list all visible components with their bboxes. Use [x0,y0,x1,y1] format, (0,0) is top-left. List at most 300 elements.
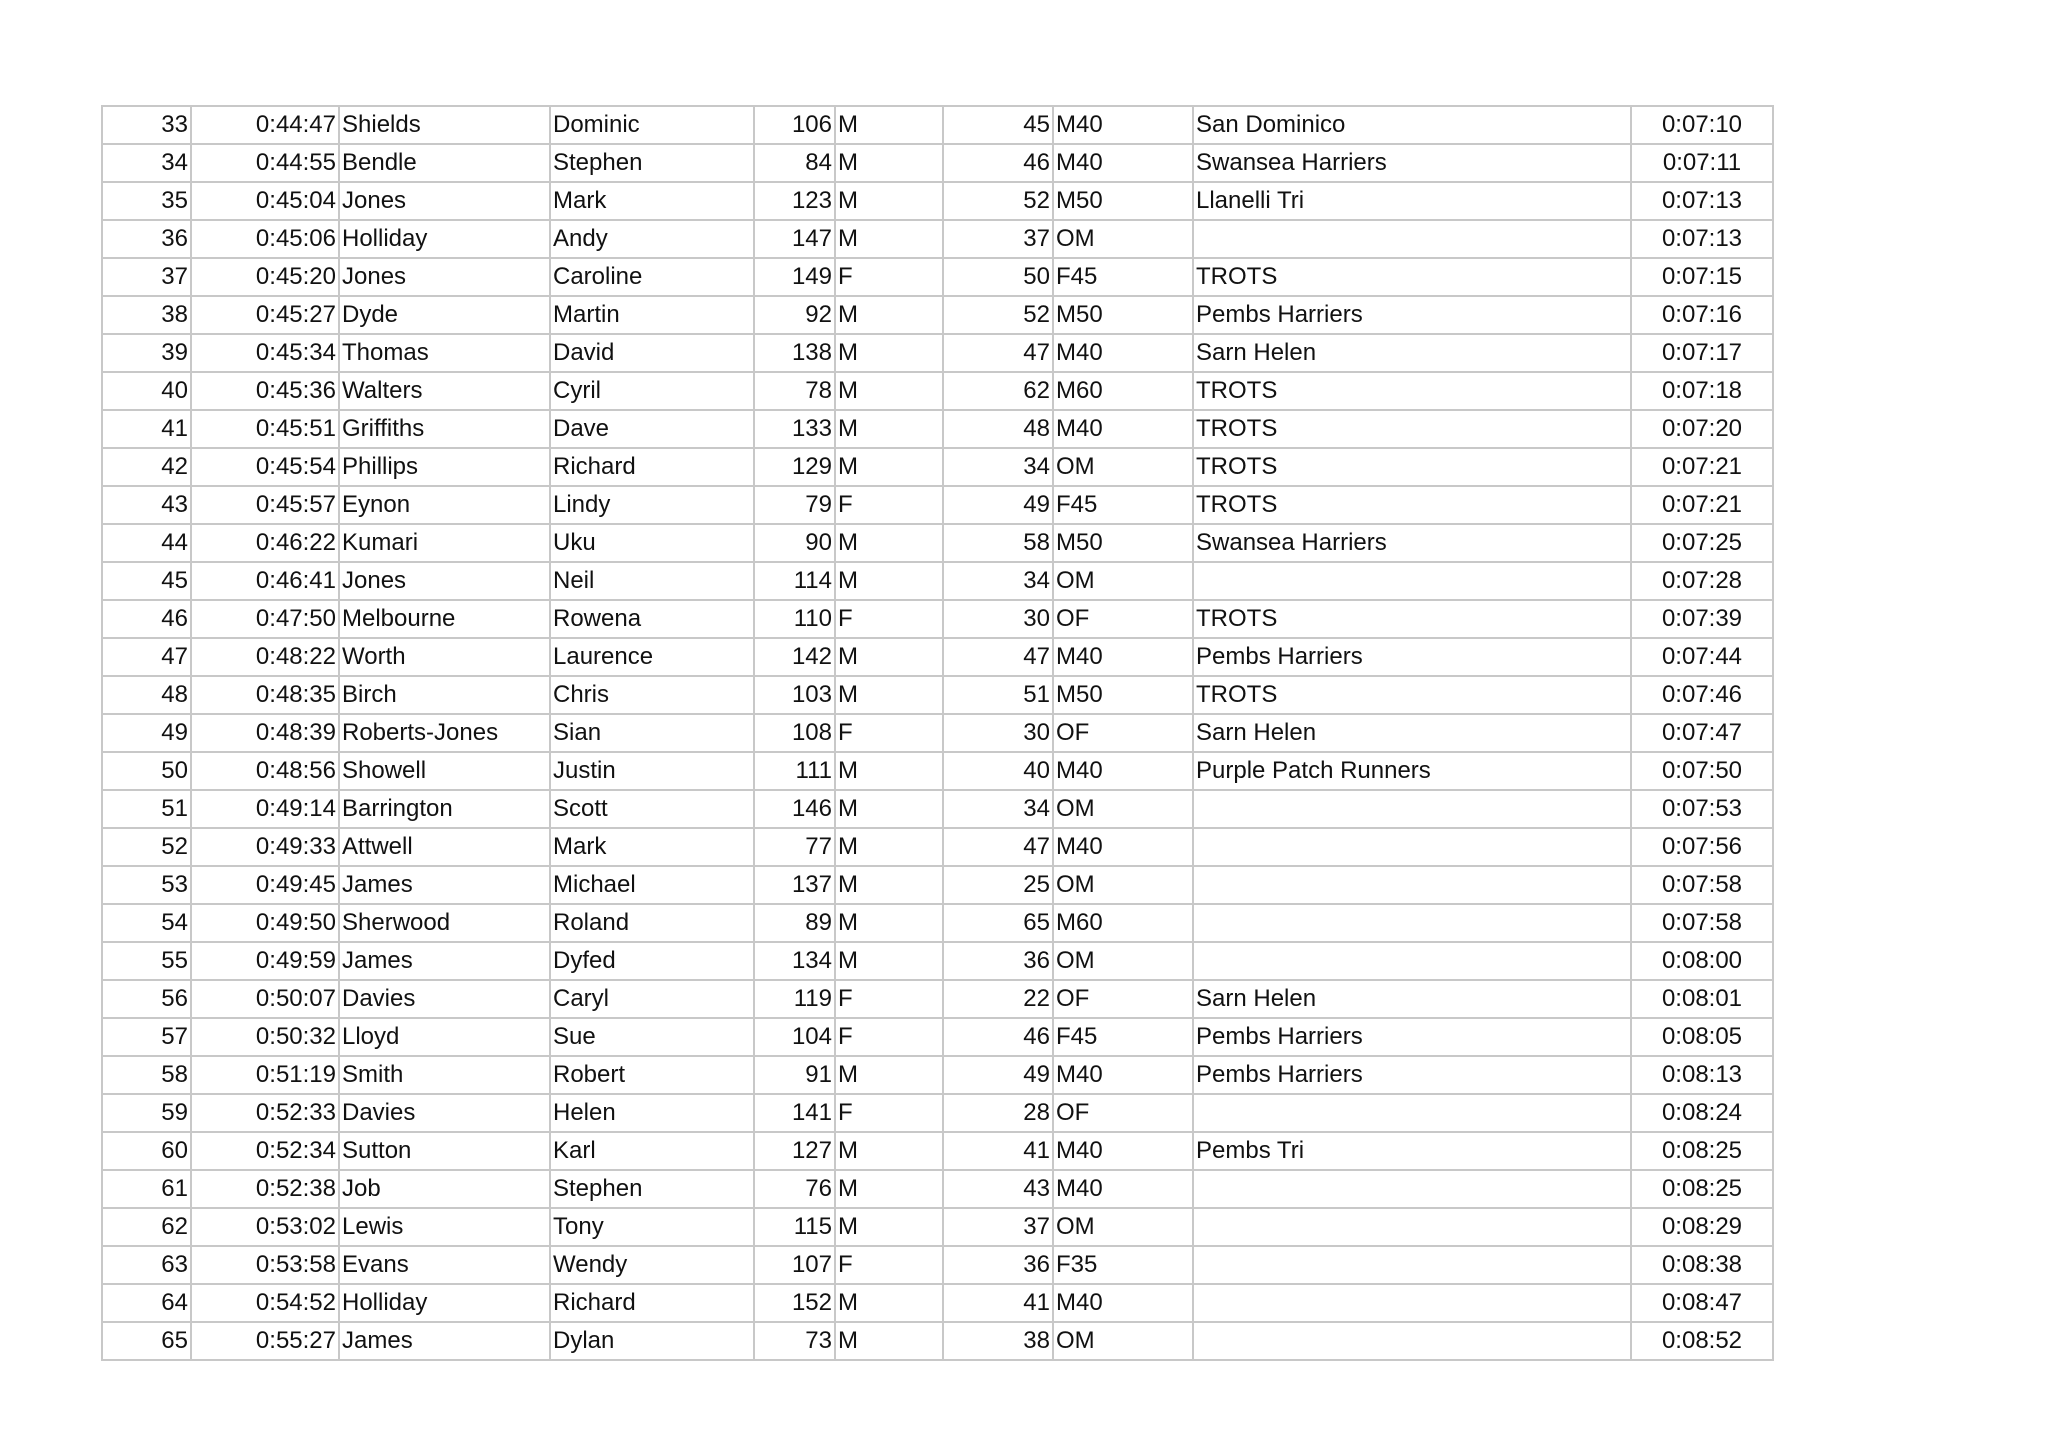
cell-bib-number: 123 [754,182,835,220]
cell-gender: M [835,448,943,486]
cell-finish-time: 0:45:51 [191,410,339,448]
table-row [102,334,1773,372]
cell-gender: M [835,524,943,562]
cell-position: 63 [102,1246,191,1284]
cell-category: M40 [1053,410,1193,448]
cell-position: 33 [102,106,191,144]
cell-age: 34 [943,448,1053,486]
cell-category: OF [1053,1094,1193,1132]
cell-age: 28 [943,1094,1053,1132]
cell-surname: Roberts-Jones [339,714,550,752]
cell-surname: Smith [339,1056,550,1094]
cell-gender: M [835,296,943,334]
cell-pace: 0:07:13 [1631,182,1773,220]
cell-pace: 0:07:21 [1631,486,1773,524]
cell-gender: M [835,676,943,714]
cell-club: TROTS [1193,600,1631,638]
cell-position: 62 [102,1208,191,1246]
table-row [102,942,1773,980]
cell-club: Pembs Harriers [1193,638,1631,676]
cell-gender: F [835,1246,943,1284]
cell-bib-number: 133 [754,410,835,448]
cell-age: 50 [943,258,1053,296]
cell-finish-time: 0:46:41 [191,562,339,600]
cell-first-name: Richard [550,448,754,486]
cell-club [1193,1322,1631,1360]
cell-category: OM [1053,448,1193,486]
cell-surname: Jones [339,562,550,600]
cell-age: 25 [943,866,1053,904]
cell-category: M40 [1053,106,1193,144]
cell-category: OM [1053,1208,1193,1246]
cell-bib-number: 73 [754,1322,835,1360]
cell-surname: Lewis [339,1208,550,1246]
table-row [102,904,1773,942]
cell-position: 43 [102,486,191,524]
cell-finish-time: 0:44:47 [191,106,339,144]
cell-category: F45 [1053,486,1193,524]
cell-gender: M [835,828,943,866]
cell-gender: M [835,790,943,828]
cell-bib-number: 111 [754,752,835,790]
cell-surname: Evans [339,1246,550,1284]
cell-pace: 0:08:01 [1631,980,1773,1018]
cell-bib-number: 78 [754,372,835,410]
cell-bib-number: 76 [754,1170,835,1208]
cell-finish-time: 0:49:33 [191,828,339,866]
cell-club [1193,1246,1631,1284]
cell-club [1193,1170,1631,1208]
cell-gender: M [835,410,943,448]
cell-category: OM [1053,866,1193,904]
cell-bib-number: 142 [754,638,835,676]
cell-category: M40 [1053,638,1193,676]
cell-position: 49 [102,714,191,752]
cell-position: 36 [102,220,191,258]
cell-position: 47 [102,638,191,676]
cell-finish-time: 0:45:27 [191,296,339,334]
cell-pace: 0:07:50 [1631,752,1773,790]
cell-bib-number: 110 [754,600,835,638]
cell-surname: James [339,942,550,980]
cell-finish-time: 0:48:39 [191,714,339,752]
cell-first-name: Roland [550,904,754,942]
table-row [102,296,1773,334]
cell-gender: M [835,942,943,980]
cell-category: M40 [1053,752,1193,790]
cell-category: OF [1053,600,1193,638]
cell-surname: James [339,866,550,904]
cell-finish-time: 0:52:33 [191,1094,339,1132]
cell-age: 34 [943,790,1053,828]
cell-gender: M [835,144,943,182]
cell-category: M50 [1053,676,1193,714]
cell-category: F45 [1053,258,1193,296]
cell-first-name: Wendy [550,1246,754,1284]
cell-bib-number: 138 [754,334,835,372]
cell-finish-time: 0:45:54 [191,448,339,486]
cell-club [1193,562,1631,600]
cell-age: 46 [943,1018,1053,1056]
cell-gender: M [835,1322,943,1360]
cell-age: 36 [943,942,1053,980]
cell-club: Pembs Tri [1193,1132,1631,1170]
cell-position: 42 [102,448,191,486]
table-row [102,524,1773,562]
cell-bib-number: 90 [754,524,835,562]
cell-club [1193,828,1631,866]
cell-age: 36 [943,1246,1053,1284]
cell-club: Llanelli Tri [1193,182,1631,220]
cell-finish-time: 0:44:55 [191,144,339,182]
table-row [102,1132,1773,1170]
cell-first-name: Laurence [550,638,754,676]
cell-first-name: Stephen [550,1170,754,1208]
cell-age: 48 [943,410,1053,448]
cell-age: 34 [943,562,1053,600]
cell-finish-time: 0:45:06 [191,220,339,258]
cell-age: 49 [943,1056,1053,1094]
cell-finish-time: 0:53:02 [191,1208,339,1246]
cell-club: TROTS [1193,410,1631,448]
cell-category: F45 [1053,1018,1193,1056]
cell-gender: M [835,866,943,904]
cell-finish-time: 0:49:59 [191,942,339,980]
cell-first-name: Dominic [550,106,754,144]
cell-bib-number: 137 [754,866,835,904]
cell-pace: 0:07:15 [1631,258,1773,296]
cell-first-name: Neil [550,562,754,600]
cell-position: 65 [102,1322,191,1360]
cell-first-name: Andy [550,220,754,258]
cell-category: M40 [1053,1170,1193,1208]
cell-bib-number: 107 [754,1246,835,1284]
table-row [102,752,1773,790]
cell-bib-number: 92 [754,296,835,334]
table-row [102,372,1773,410]
cell-first-name: Scott [550,790,754,828]
cell-bib-number: 152 [754,1284,835,1322]
cell-first-name: Justin [550,752,754,790]
cell-bib-number: 103 [754,676,835,714]
cell-bib-number: 79 [754,486,835,524]
cell-club: Pembs Harriers [1193,1018,1631,1056]
cell-pace: 0:08:00 [1631,942,1773,980]
cell-finish-time: 0:54:52 [191,1284,339,1322]
cell-gender: F [835,980,943,1018]
cell-first-name: Tony [550,1208,754,1246]
cell-first-name: Michael [550,866,754,904]
table-row [102,1208,1773,1246]
table-row [102,828,1773,866]
cell-pace: 0:08:25 [1631,1132,1773,1170]
cell-category: OF [1053,980,1193,1018]
cell-bib-number: 127 [754,1132,835,1170]
cell-category: M40 [1053,1284,1193,1322]
cell-first-name: Karl [550,1132,754,1170]
cell-position: 48 [102,676,191,714]
cell-surname: Walters [339,372,550,410]
cell-bib-number: 149 [754,258,835,296]
cell-surname: Jones [339,182,550,220]
cell-gender: M [835,182,943,220]
cell-pace: 0:07:20 [1631,410,1773,448]
cell-surname: Worth [339,638,550,676]
cell-surname: Phillips [339,448,550,486]
cell-age: 30 [943,714,1053,752]
cell-age: 65 [943,904,1053,942]
cell-club: Sarn Helen [1193,334,1631,372]
cell-surname: Holliday [339,220,550,258]
table-row [102,448,1773,486]
results-table [101,105,1774,1361]
cell-pace: 0:07:10 [1631,106,1773,144]
cell-position: 38 [102,296,191,334]
cell-club: San Dominico [1193,106,1631,144]
cell-gender: M [835,372,943,410]
cell-gender: F [835,486,943,524]
table-row [102,220,1773,258]
cell-gender: M [835,562,943,600]
cell-pace: 0:07:28 [1631,562,1773,600]
cell-position: 57 [102,1018,191,1056]
cell-category: M60 [1053,372,1193,410]
cell-pace: 0:07:17 [1631,334,1773,372]
cell-position: 35 [102,182,191,220]
table-row [102,980,1773,1018]
cell-bib-number: 84 [754,144,835,182]
cell-club [1193,942,1631,980]
cell-finish-time: 0:45:34 [191,334,339,372]
cell-finish-time: 0:55:27 [191,1322,339,1360]
cell-age: 47 [943,334,1053,372]
cell-position: 58 [102,1056,191,1094]
cell-first-name: Lindy [550,486,754,524]
cell-first-name: Mark [550,182,754,220]
cell-pace: 0:08:47 [1631,1284,1773,1322]
cell-bib-number: 119 [754,980,835,1018]
cell-surname: Melbourne [339,600,550,638]
cell-first-name: Cyril [550,372,754,410]
cell-age: 47 [943,828,1053,866]
table-row [102,1284,1773,1322]
cell-pace: 0:07:25 [1631,524,1773,562]
cell-first-name: Mark [550,828,754,866]
cell-pace: 0:08:25 [1631,1170,1773,1208]
cell-category: M50 [1053,182,1193,220]
cell-club [1193,790,1631,828]
cell-age: 52 [943,296,1053,334]
cell-first-name: David [550,334,754,372]
cell-bib-number: 114 [754,562,835,600]
cell-gender: M [835,1284,943,1322]
cell-position: 55 [102,942,191,980]
cell-age: 49 [943,486,1053,524]
cell-position: 61 [102,1170,191,1208]
cell-surname: Bendle [339,144,550,182]
cell-pace: 0:07:21 [1631,448,1773,486]
cell-gender: M [835,638,943,676]
cell-pace: 0:08:38 [1631,1246,1773,1284]
cell-category: M50 [1053,524,1193,562]
cell-category: M40 [1053,1056,1193,1094]
cell-finish-time: 0:50:32 [191,1018,339,1056]
cell-club: TROTS [1193,258,1631,296]
cell-position: 34 [102,144,191,182]
cell-category: OM [1053,1322,1193,1360]
cell-surname: James [339,1322,550,1360]
cell-age: 38 [943,1322,1053,1360]
cell-club: TROTS [1193,676,1631,714]
cell-club [1193,1208,1631,1246]
cell-pace: 0:07:58 [1631,904,1773,942]
table-row [102,562,1773,600]
cell-club [1193,904,1631,942]
cell-first-name: Sian [550,714,754,752]
cell-finish-time: 0:45:36 [191,372,339,410]
cell-club: TROTS [1193,486,1631,524]
cell-surname: Sherwood [339,904,550,942]
cell-pace: 0:07:13 [1631,220,1773,258]
cell-first-name: Rowena [550,600,754,638]
cell-finish-time: 0:53:58 [191,1246,339,1284]
cell-finish-time: 0:49:45 [191,866,339,904]
cell-finish-time: 0:46:22 [191,524,339,562]
cell-position: 44 [102,524,191,562]
cell-surname: Sutton [339,1132,550,1170]
cell-category: M40 [1053,828,1193,866]
cell-surname: Eynon [339,486,550,524]
cell-surname: Lloyd [339,1018,550,1056]
cell-finish-time: 0:45:57 [191,486,339,524]
cell-finish-time: 0:49:50 [191,904,339,942]
cell-club [1193,1094,1631,1132]
cell-gender: M [835,1056,943,1094]
cell-age: 37 [943,220,1053,258]
cell-pace: 0:07:18 [1631,372,1773,410]
cell-pace: 0:08:13 [1631,1056,1773,1094]
table-row [102,144,1773,182]
cell-age: 52 [943,182,1053,220]
cell-age: 62 [943,372,1053,410]
cell-finish-time: 0:45:04 [191,182,339,220]
cell-gender: F [835,1094,943,1132]
cell-age: 41 [943,1284,1053,1322]
cell-surname: Griffiths [339,410,550,448]
cell-bib-number: 141 [754,1094,835,1132]
cell-first-name: Caryl [550,980,754,1018]
cell-gender: M [835,106,943,144]
cell-pace: 0:07:56 [1631,828,1773,866]
cell-first-name: Richard [550,1284,754,1322]
cell-surname: Birch [339,676,550,714]
cell-surname: Showell [339,752,550,790]
cell-first-name: Dylan [550,1322,754,1360]
cell-first-name: Robert [550,1056,754,1094]
table-row [102,486,1773,524]
cell-age: 45 [943,106,1053,144]
cell-surname: Attwell [339,828,550,866]
cell-club: Pembs Harriers [1193,296,1631,334]
cell-age: 47 [943,638,1053,676]
cell-gender: F [835,1018,943,1056]
cell-category: M60 [1053,904,1193,942]
cell-bib-number: 104 [754,1018,835,1056]
cell-finish-time: 0:48:35 [191,676,339,714]
cell-club: Sarn Helen [1193,980,1631,1018]
cell-position: 41 [102,410,191,448]
table-row [102,638,1773,676]
cell-gender: M [835,220,943,258]
cell-pace: 0:08:24 [1631,1094,1773,1132]
cell-category: M40 [1053,144,1193,182]
cell-position: 52 [102,828,191,866]
cell-category: OM [1053,220,1193,258]
table-row [102,600,1773,638]
cell-bib-number: 91 [754,1056,835,1094]
cell-surname: Davies [339,980,550,1018]
cell-position: 59 [102,1094,191,1132]
results-sheet [101,105,1772,1361]
cell-category: OM [1053,942,1193,980]
cell-age: 58 [943,524,1053,562]
cell-club [1193,1284,1631,1322]
cell-age: 51 [943,676,1053,714]
cell-finish-time: 0:50:07 [191,980,339,1018]
cell-pace: 0:07:53 [1631,790,1773,828]
table-row [102,410,1773,448]
cell-surname: Kumari [339,524,550,562]
cell-pace: 0:07:16 [1631,296,1773,334]
cell-position: 40 [102,372,191,410]
cell-age: 41 [943,1132,1053,1170]
cell-age: 46 [943,144,1053,182]
cell-position: 60 [102,1132,191,1170]
cell-first-name: Dyfed [550,942,754,980]
cell-position: 50 [102,752,191,790]
cell-club [1193,220,1631,258]
cell-club: TROTS [1193,372,1631,410]
cell-age: 22 [943,980,1053,1018]
table-row [102,1094,1773,1132]
cell-position: 54 [102,904,191,942]
table-row [102,1018,1773,1056]
cell-bib-number: 146 [754,790,835,828]
cell-bib-number: 106 [754,106,835,144]
cell-bib-number: 147 [754,220,835,258]
cell-first-name: Stephen [550,144,754,182]
cell-age: 30 [943,600,1053,638]
cell-first-name: Chris [550,676,754,714]
cell-finish-time: 0:48:56 [191,752,339,790]
cell-surname: Thomas [339,334,550,372]
table-row [102,1056,1773,1094]
table-row [102,866,1773,904]
cell-surname: Jones [339,258,550,296]
cell-bib-number: 108 [754,714,835,752]
cell-finish-time: 0:51:19 [191,1056,339,1094]
cell-gender: M [835,752,943,790]
cell-age: 43 [943,1170,1053,1208]
cell-pace: 0:07:47 [1631,714,1773,752]
cell-finish-time: 0:48:22 [191,638,339,676]
cell-gender: F [835,714,943,752]
cell-first-name: Helen [550,1094,754,1132]
cell-club: Swansea Harriers [1193,144,1631,182]
cell-surname: Dyde [339,296,550,334]
cell-first-name: Sue [550,1018,754,1056]
table-row [102,790,1773,828]
